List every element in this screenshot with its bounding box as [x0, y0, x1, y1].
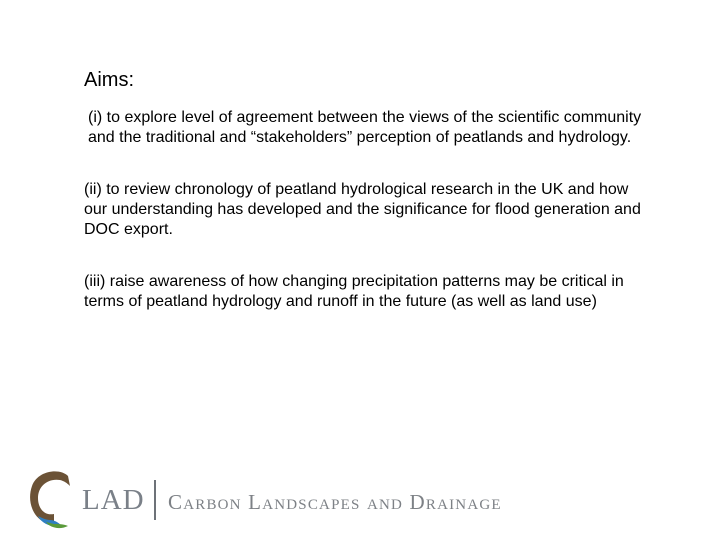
aim-item-3: (iii) raise awareness of how changing precipitation patterns may be critical in terms of peatland hydrology and runoff in the future (as well as land use): [84, 273, 624, 310]
slide-heading: Aims:: [84, 69, 134, 91]
logo-tagline: Carbon Landscapes and Drainage: [168, 490, 502, 514]
clad-logo: [24, 466, 564, 530]
logo-letters: LAD: [82, 484, 145, 516]
logo-divider: [154, 480, 156, 520]
slide-content: [84, 68, 644, 312]
aim-item-2: (ii) to review chronology of peatland hydrological research in the UK and how our understanding has developed and the significance for flood generation and DOC export.: [84, 181, 641, 238]
aim-item-1: (i) to explore level of agreement between the views of the scientific community and the traditional and “stakeholders” perception of peatlands and hydrology.: [88, 109, 642, 146]
